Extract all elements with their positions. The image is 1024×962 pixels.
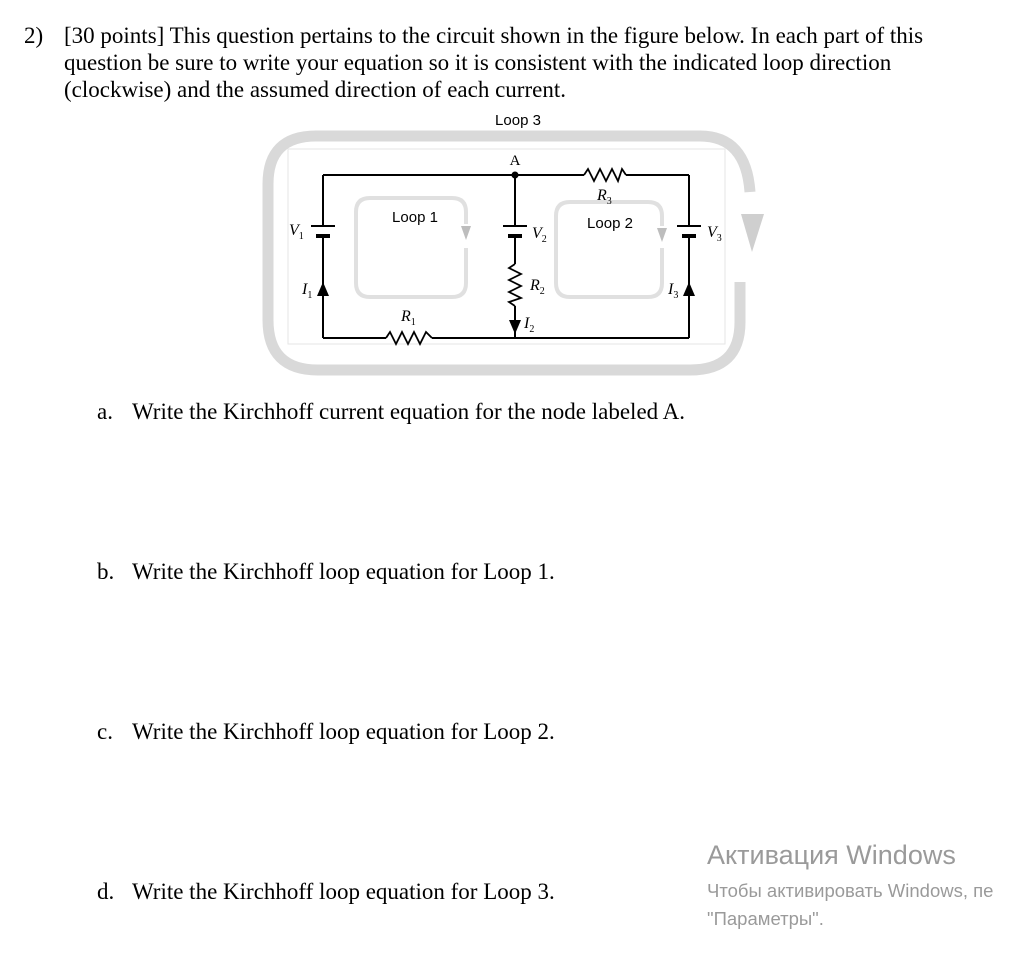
node-a-dot	[512, 172, 519, 179]
loop3-label: Loop 3	[495, 112, 541, 129]
part-c-text: Write the Kirchhoff loop equation for Loop 2.	[132, 719, 555, 744]
part-b-text: Write the Kirchhoff loop equation for Loop 1.	[132, 559, 555, 584]
r3-label: $R_3$	[597, 187, 612, 207]
r1-label: $R_1$	[401, 308, 416, 328]
watermark-line1: Чтобы активировать Windows, пе	[707, 880, 994, 901]
loop1-label: Loop 1	[392, 209, 438, 226]
part-a-letter: a.	[97, 399, 113, 424]
v1-label: $V_1$	[289, 222, 304, 242]
question-text: [30 points] This question pertains to the circuit shown in the figure below. In each part of this question be sure to write your equation so it is consistent with the indicated loop direction (clockwise) and the assumed direction of each current.	[64, 23, 924, 102]
watermark-title: Активация Windows	[707, 840, 956, 870]
question-number: 2)	[24, 23, 44, 48]
part-d-letter: d.	[97, 879, 115, 904]
i2-label: $I_2$	[524, 315, 535, 335]
i3-label: $I_3$	[668, 281, 679, 301]
loop3-arrow-icon	[741, 214, 764, 252]
loop2-label: Loop 2	[587, 215, 633, 232]
v2-label: $V_2$	[532, 225, 547, 245]
circuit-diagram	[0, 0, 1024, 400]
part-a-text: Write the Kirchhoff current equation for the node labeled A.	[132, 399, 685, 424]
watermark-line2: "Параметры".	[707, 908, 824, 929]
node-a-label: A	[509, 153, 521, 169]
part-d-text: Write the Kirchhoff loop equation for Loop 3.	[132, 879, 555, 904]
i1-label: $I_1$	[302, 281, 313, 301]
v3-label: $V_3$	[707, 224, 722, 244]
r2-label: $R_2$	[530, 277, 545, 297]
part-c-letter: c.	[97, 719, 113, 744]
part-b-letter: b.	[97, 559, 115, 584]
figure-frame	[288, 149, 725, 344]
